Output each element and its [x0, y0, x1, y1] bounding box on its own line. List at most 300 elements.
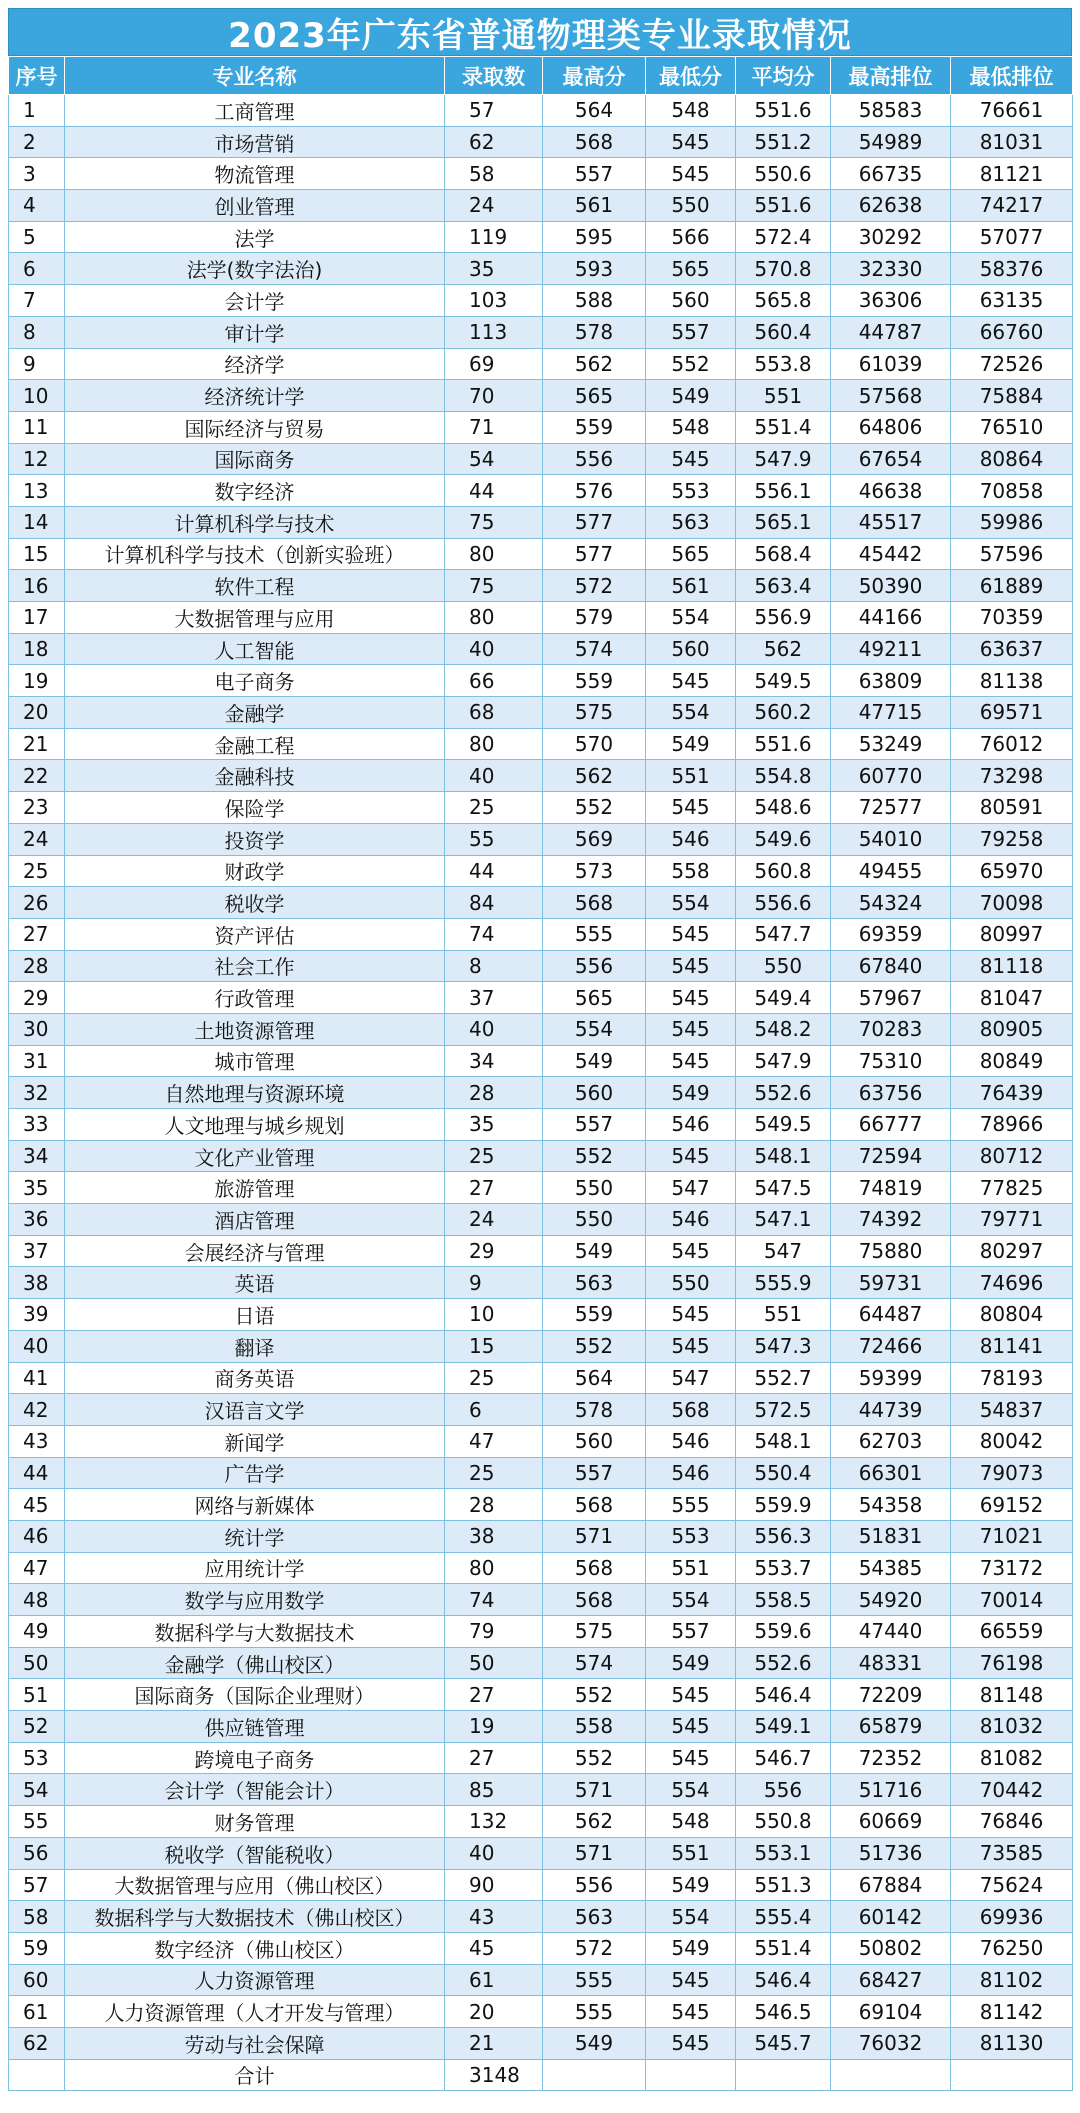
admitted-count-cell: 19	[445, 1711, 543, 1743]
table-row	[9, 190, 1073, 222]
row-number-cell: 20	[9, 697, 65, 729]
major-name-cell: 工商管理	[65, 95, 445, 127]
highest-rank-cell: 72594	[831, 1140, 951, 1172]
highest-rank-cell: 48331	[831, 1647, 951, 1679]
row-number-cell: 53	[9, 1742, 65, 1774]
highest-rank-cell: 63756	[831, 1077, 951, 1109]
max-score-cell: 550	[543, 1172, 646, 1204]
major-name-cell: 数字经济	[65, 475, 445, 507]
table-row	[9, 1235, 1073, 1267]
table-row	[9, 158, 1073, 190]
highest-rank-cell: 47715	[831, 697, 951, 729]
row-number-cell: 62	[9, 2027, 65, 2059]
lowest-rank-cell: 81142	[951, 1996, 1073, 2028]
avg-score-cell: 560.4	[736, 316, 831, 348]
admitted-count-cell: 40	[445, 1013, 543, 1045]
avg-score-cell: 548.6	[736, 792, 831, 824]
lowest-rank-cell: 81102	[951, 1964, 1073, 1996]
admitted-count-cell: 37	[445, 982, 543, 1014]
major-name-cell: 人力资源管理（人才开发与管理）	[65, 1996, 445, 2028]
highest-rank-cell: 49455	[831, 855, 951, 887]
table-row	[9, 1362, 1073, 1394]
min-score-cell: 548	[646, 95, 736, 127]
row-number-cell: 43	[9, 1425, 65, 1457]
row-number-cell: 17	[9, 602, 65, 634]
admissions-table	[8, 56, 1073, 2091]
avg-score-cell: 547.9	[736, 1045, 831, 1077]
row-number-cell: 60	[9, 1964, 65, 1996]
highest-rank-cell: 54358	[831, 1489, 951, 1521]
table-row	[9, 1932, 1073, 1964]
max-score-cell: 574	[543, 633, 646, 665]
header-highest-rank: 最高排位	[831, 57, 951, 95]
lowest-rank-cell: 81138	[951, 665, 1073, 697]
min-score-cell: 548	[646, 1806, 736, 1838]
highest-rank-cell: 65879	[831, 1711, 951, 1743]
min-score-cell: 545	[646, 1045, 736, 1077]
min-score-cell: 545	[646, 982, 736, 1014]
row-number-cell: 11	[9, 411, 65, 443]
avg-score-cell: 547.5	[736, 1172, 831, 1204]
table-row	[9, 411, 1073, 443]
min-score-cell: 563	[646, 506, 736, 538]
major-name-cell: 计算机科学与技术（创新实验班）	[65, 538, 445, 570]
admitted-count-cell: 66	[445, 665, 543, 697]
max-score-cell: 554	[543, 1013, 646, 1045]
table-row	[9, 760, 1073, 792]
min-score-cell: 545	[646, 918, 736, 950]
highest-rank-cell: 32330	[831, 253, 951, 285]
major-name-cell: 城市管理	[65, 1045, 445, 1077]
major-name-cell: 创业管理	[65, 190, 445, 222]
admitted-count-cell: 25	[445, 1457, 543, 1489]
avg-score-cell: 552.6	[736, 1077, 831, 1109]
row-number-cell: 26	[9, 887, 65, 919]
admitted-count-cell: 8	[445, 950, 543, 982]
admitted-count-cell: 79	[445, 1616, 543, 1648]
table-row	[9, 316, 1073, 348]
avg-score-cell: 551.3	[736, 1869, 831, 1901]
highest-rank-cell: 72466	[831, 1330, 951, 1362]
min-score-cell: 554	[646, 1901, 736, 1933]
max-score-cell: 558	[543, 1711, 646, 1743]
lowest-rank-cell: 75624	[951, 1869, 1073, 1901]
table-row	[9, 1616, 1073, 1648]
lowest-rank-cell: 81118	[951, 950, 1073, 982]
lowest-rank-cell: 81121	[951, 158, 1073, 190]
highest-rank-cell: 57967	[831, 982, 951, 1014]
row-number-cell: 34	[9, 1140, 65, 1172]
avg-score-cell: 556	[736, 1774, 831, 1806]
table-row	[9, 1647, 1073, 1679]
major-name-cell: 日语	[65, 1299, 445, 1331]
admitted-count-cell: 113	[445, 316, 543, 348]
min-score-cell: 545	[646, 1140, 736, 1172]
avg-score-cell: 568.4	[736, 538, 831, 570]
avg-score-cell: 549.1	[736, 1711, 831, 1743]
lowest-rank-cell: 75884	[951, 380, 1073, 412]
major-name-cell: 财务管理	[65, 1806, 445, 1838]
highest-rank-cell: 47440	[831, 1616, 951, 1648]
min-score-cell: 551	[646, 1837, 736, 1869]
table-row	[9, 1584, 1073, 1616]
avg-score-cell: 547.7	[736, 918, 831, 950]
lowest-rank-cell: 73172	[951, 1552, 1073, 1584]
admitted-count-cell: 25	[445, 1362, 543, 1394]
min-score-cell: 550	[646, 1267, 736, 1299]
table-row	[9, 506, 1073, 538]
total-no-cell	[9, 2059, 65, 2091]
table-row	[9, 1520, 1073, 1552]
admitted-count-cell: 38	[445, 1520, 543, 1552]
lowest-rank-cell: 76198	[951, 1647, 1073, 1679]
min-score-cell: 551	[646, 760, 736, 792]
table-row	[9, 443, 1073, 475]
admitted-count-cell: 70	[445, 380, 543, 412]
admitted-count-cell: 62	[445, 126, 543, 158]
max-score-cell: 550	[543, 1204, 646, 1236]
highest-rank-cell: 49211	[831, 633, 951, 665]
avg-score-cell: 556.6	[736, 887, 831, 919]
highest-rank-cell: 72577	[831, 792, 951, 824]
highest-rank-cell: 60770	[831, 760, 951, 792]
admitted-count-cell: 80	[445, 602, 543, 634]
avg-score-cell: 570.8	[736, 253, 831, 285]
admitted-count-cell: 44	[445, 855, 543, 887]
admitted-count-cell: 15	[445, 1330, 543, 1362]
admitted-count-cell: 58	[445, 158, 543, 190]
table-row	[9, 221, 1073, 253]
highest-rank-cell: 59731	[831, 1267, 951, 1299]
min-score-cell: 545	[646, 1299, 736, 1331]
avg-score-cell: 565.8	[736, 285, 831, 317]
table-row	[9, 1045, 1073, 1077]
avg-score-cell: 560.8	[736, 855, 831, 887]
admitted-count-cell: 21	[445, 2027, 543, 2059]
admitted-count-cell: 119	[445, 221, 543, 253]
major-name-cell: 英语	[65, 1267, 445, 1299]
lowest-rank-cell: 70359	[951, 602, 1073, 634]
major-name-cell: 大数据管理与应用（佛山校区）	[65, 1869, 445, 1901]
max-score-cell: 579	[543, 602, 646, 634]
table-row	[9, 887, 1073, 919]
lowest-rank-cell: 80864	[951, 443, 1073, 475]
avg-score-cell: 551.2	[736, 126, 831, 158]
table-row	[9, 2027, 1073, 2059]
major-name-cell: 人力资源管理	[65, 1964, 445, 1996]
admitted-count-cell: 103	[445, 285, 543, 317]
table-row	[9, 823, 1073, 855]
highest-rank-cell: 67840	[831, 950, 951, 982]
table-row	[9, 348, 1073, 380]
total-empty-cell	[543, 2059, 646, 2091]
max-score-cell: 555	[543, 1996, 646, 2028]
header-row	[9, 57, 1073, 95]
max-score-cell: 552	[543, 1679, 646, 1711]
lowest-rank-cell: 57077	[951, 221, 1073, 253]
avg-score-cell: 560.2	[736, 697, 831, 729]
min-score-cell: 545	[646, 158, 736, 190]
row-number-cell: 25	[9, 855, 65, 887]
lowest-rank-cell: 81031	[951, 126, 1073, 158]
avg-score-cell: 558.5	[736, 1584, 831, 1616]
highest-rank-cell: 62638	[831, 190, 951, 222]
row-number-cell: 23	[9, 792, 65, 824]
total-empty-cell	[646, 2059, 736, 2091]
highest-rank-cell: 70283	[831, 1013, 951, 1045]
min-score-cell: 545	[646, 2027, 736, 2059]
major-name-cell: 数据科学与大数据技术	[65, 1616, 445, 1648]
max-score-cell: 561	[543, 190, 646, 222]
max-score-cell: 552	[543, 1140, 646, 1172]
lowest-rank-cell: 76510	[951, 411, 1073, 443]
avg-score-cell: 551.6	[736, 190, 831, 222]
row-number-cell: 48	[9, 1584, 65, 1616]
admitted-count-cell: 6	[445, 1394, 543, 1426]
lowest-rank-cell: 79073	[951, 1457, 1073, 1489]
lowest-rank-cell: 80297	[951, 1235, 1073, 1267]
lowest-rank-cell: 80591	[951, 792, 1073, 824]
avg-score-cell: 549.6	[736, 823, 831, 855]
highest-rank-cell: 75880	[831, 1235, 951, 1267]
row-number-cell: 58	[9, 1901, 65, 1933]
highest-rank-cell: 75310	[831, 1045, 951, 1077]
lowest-rank-cell: 76439	[951, 1077, 1073, 1109]
row-number-cell: 36	[9, 1204, 65, 1236]
row-number-cell: 52	[9, 1711, 65, 1743]
table-row	[9, 1425, 1073, 1457]
highest-rank-cell: 72209	[831, 1679, 951, 1711]
max-score-cell: 578	[543, 316, 646, 348]
min-score-cell: 546	[646, 823, 736, 855]
avg-score-cell: 551	[736, 380, 831, 412]
lowest-rank-cell: 54837	[951, 1394, 1073, 1426]
min-score-cell: 553	[646, 1520, 736, 1552]
highest-rank-cell: 59399	[831, 1362, 951, 1394]
avg-score-cell: 550	[736, 950, 831, 982]
min-score-cell: 558	[646, 855, 736, 887]
major-name-cell: 税收学（智能税收）	[65, 1837, 445, 1869]
major-name-cell: 金融学（佛山校区）	[65, 1647, 445, 1679]
highest-rank-cell: 45442	[831, 538, 951, 570]
admitted-count-cell: 69	[445, 348, 543, 380]
max-score-cell: 574	[543, 1647, 646, 1679]
highest-rank-cell: 51716	[831, 1774, 951, 1806]
major-name-cell: 金融工程	[65, 728, 445, 760]
min-score-cell: 561	[646, 570, 736, 602]
highest-rank-cell: 51831	[831, 1520, 951, 1552]
table-row	[9, 633, 1073, 665]
lowest-rank-cell: 79771	[951, 1204, 1073, 1236]
lowest-rank-cell: 70014	[951, 1584, 1073, 1616]
row-number-cell: 29	[9, 982, 65, 1014]
min-score-cell: 560	[646, 633, 736, 665]
row-number-cell: 37	[9, 1235, 65, 1267]
min-score-cell: 549	[646, 728, 736, 760]
major-name-cell: 软件工程	[65, 570, 445, 602]
min-score-cell: 566	[646, 221, 736, 253]
highest-rank-cell: 36306	[831, 285, 951, 317]
max-score-cell: 559	[543, 1299, 646, 1331]
max-score-cell: 570	[543, 728, 646, 760]
lowest-rank-cell: 77825	[951, 1172, 1073, 1204]
header-lowest-rank: 最低排位	[951, 57, 1073, 95]
admitted-count-cell: 74	[445, 1584, 543, 1616]
highest-rank-cell: 61039	[831, 348, 951, 380]
highest-rank-cell: 62703	[831, 1425, 951, 1457]
highest-rank-cell: 50390	[831, 570, 951, 602]
lowest-rank-cell: 58376	[951, 253, 1073, 285]
avg-score-cell: 554.8	[736, 760, 831, 792]
table-row	[9, 665, 1073, 697]
admitted-count-cell: 10	[445, 1299, 543, 1331]
avg-score-cell: 551.6	[736, 95, 831, 127]
admitted-count-cell: 28	[445, 1489, 543, 1521]
table-row	[9, 1299, 1073, 1331]
max-score-cell: 555	[543, 1964, 646, 1996]
major-name-cell: 汉语言文学	[65, 1394, 445, 1426]
row-number-cell: 33	[9, 1109, 65, 1141]
max-score-cell: 557	[543, 158, 646, 190]
highest-rank-cell: 54324	[831, 887, 951, 919]
min-score-cell: 553	[646, 475, 736, 507]
max-score-cell: 576	[543, 475, 646, 507]
header-no: 序号	[9, 57, 65, 95]
row-number-cell: 50	[9, 1647, 65, 1679]
highest-rank-cell: 63809	[831, 665, 951, 697]
max-score-cell: 556	[543, 443, 646, 475]
row-number-cell: 30	[9, 1013, 65, 1045]
avg-score-cell: 547.9	[736, 443, 831, 475]
avg-score-cell: 548.2	[736, 1013, 831, 1045]
table-row	[9, 1109, 1073, 1141]
highest-rank-cell: 57568	[831, 380, 951, 412]
min-score-cell: 545	[646, 950, 736, 982]
row-number-cell: 47	[9, 1552, 65, 1584]
table-row	[9, 253, 1073, 285]
lowest-rank-cell: 70858	[951, 475, 1073, 507]
table-row	[9, 697, 1073, 729]
admitted-count-cell: 80	[445, 1552, 543, 1584]
admitted-count-cell: 54	[445, 443, 543, 475]
major-name-cell: 数学与应用数学	[65, 1584, 445, 1616]
max-score-cell: 588	[543, 285, 646, 317]
highest-rank-cell: 58583	[831, 95, 951, 127]
lowest-rank-cell: 63637	[951, 633, 1073, 665]
max-score-cell: 557	[543, 1457, 646, 1489]
major-name-cell: 计算机科学与技术	[65, 506, 445, 538]
major-name-cell: 跨境电子商务	[65, 1742, 445, 1774]
row-number-cell: 35	[9, 1172, 65, 1204]
major-name-cell: 财政学	[65, 855, 445, 887]
major-name-cell: 国际商务	[65, 443, 445, 475]
max-score-cell: 577	[543, 506, 646, 538]
avg-score-cell: 547	[736, 1235, 831, 1267]
lowest-rank-cell: 73585	[951, 1837, 1073, 1869]
max-score-cell: 552	[543, 1742, 646, 1774]
row-number-cell: 8	[9, 316, 65, 348]
major-name-cell: 土地资源管理	[65, 1013, 445, 1045]
major-name-cell: 统计学	[65, 1520, 445, 1552]
row-number-cell: 41	[9, 1362, 65, 1394]
highest-rank-cell: 54010	[831, 823, 951, 855]
major-name-cell: 金融科技	[65, 760, 445, 792]
lowest-rank-cell: 70442	[951, 1774, 1073, 1806]
row-number-cell: 7	[9, 285, 65, 317]
major-name-cell: 审计学	[65, 316, 445, 348]
max-score-cell: 560	[543, 1425, 646, 1457]
max-score-cell: 578	[543, 1394, 646, 1426]
table-row	[9, 1869, 1073, 1901]
row-number-cell: 57	[9, 1869, 65, 1901]
admitted-count-cell: 61	[445, 1964, 543, 1996]
row-number-cell: 2	[9, 126, 65, 158]
max-score-cell: 571	[543, 1774, 646, 1806]
max-score-cell: 552	[543, 792, 646, 824]
max-score-cell: 559	[543, 411, 646, 443]
major-name-cell: 投资学	[65, 823, 445, 855]
major-name-cell: 法学(数字法治)	[65, 253, 445, 285]
highest-rank-cell: 66735	[831, 158, 951, 190]
avg-score-cell: 556.1	[736, 475, 831, 507]
max-score-cell: 559	[543, 665, 646, 697]
min-score-cell: 554	[646, 887, 736, 919]
major-name-cell: 保险学	[65, 792, 445, 824]
admitted-count-cell: 40	[445, 760, 543, 792]
lowest-rank-cell: 80905	[951, 1013, 1073, 1045]
avg-score-cell: 550.8	[736, 1806, 831, 1838]
row-number-cell: 56	[9, 1837, 65, 1869]
min-score-cell: 555	[646, 1489, 736, 1521]
avg-score-cell: 550.6	[736, 158, 831, 190]
row-number-cell: 21	[9, 728, 65, 760]
avg-score-cell: 549.5	[736, 1109, 831, 1141]
major-name-cell: 人工智能	[65, 633, 445, 665]
table-row	[9, 1996, 1073, 2028]
table-row	[9, 1013, 1073, 1045]
highest-rank-cell: 69359	[831, 918, 951, 950]
major-name-cell: 旅游管理	[65, 1172, 445, 1204]
min-score-cell: 554	[646, 697, 736, 729]
row-number-cell: 5	[9, 221, 65, 253]
max-score-cell: 562	[543, 1806, 646, 1838]
lowest-rank-cell: 66559	[951, 1616, 1073, 1648]
avg-score-cell: 546.4	[736, 1679, 831, 1711]
max-score-cell: 575	[543, 1616, 646, 1648]
row-number-cell: 59	[9, 1932, 65, 1964]
header-max-score: 最高分	[543, 57, 646, 95]
table-row	[9, 855, 1073, 887]
row-number-cell: 10	[9, 380, 65, 412]
table-row	[9, 1172, 1073, 1204]
highest-rank-cell: 54920	[831, 1584, 951, 1616]
header-admitted-count: 录取数	[445, 57, 543, 95]
lowest-rank-cell: 78966	[951, 1109, 1073, 1141]
min-score-cell: 546	[646, 1109, 736, 1141]
row-number-cell: 55	[9, 1806, 65, 1838]
highest-rank-cell: 64806	[831, 411, 951, 443]
table-row	[9, 1774, 1073, 1806]
table-row	[9, 1552, 1073, 1584]
highest-rank-cell: 50802	[831, 1932, 951, 1964]
major-name-cell: 文化产业管理	[65, 1140, 445, 1172]
total-empty-cell	[951, 2059, 1073, 2091]
major-name-cell: 商务英语	[65, 1362, 445, 1394]
lowest-rank-cell: 81148	[951, 1679, 1073, 1711]
table-row	[9, 1489, 1073, 1521]
major-name-cell: 会展经济与管理	[65, 1235, 445, 1267]
lowest-rank-cell: 80042	[951, 1425, 1073, 1457]
